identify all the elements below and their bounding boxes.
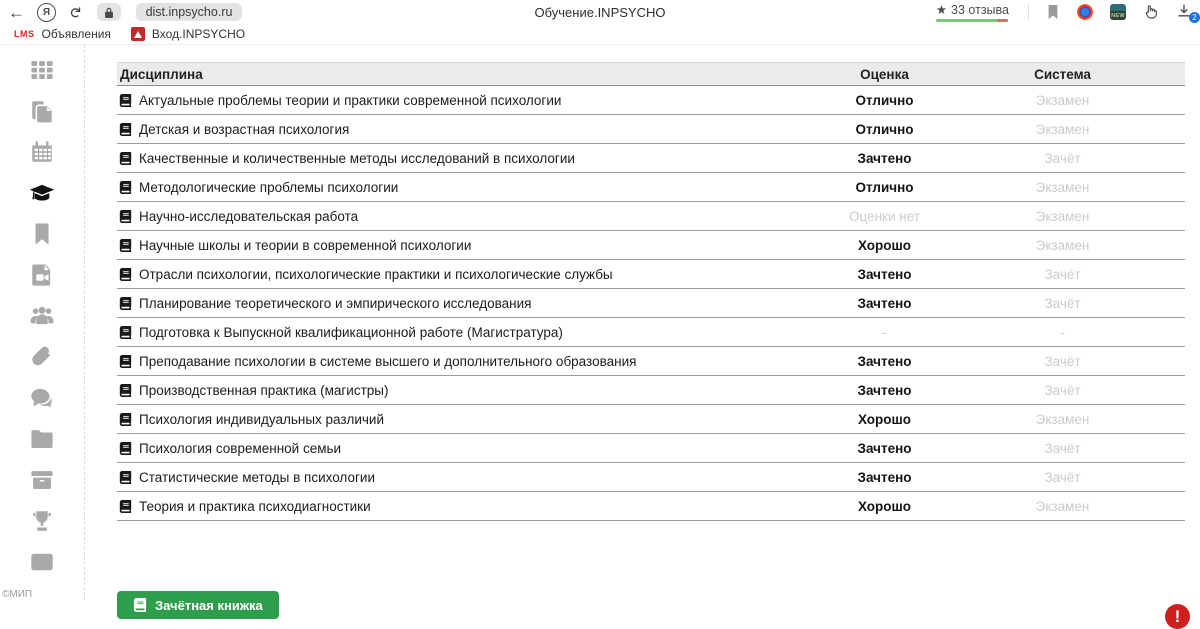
- site-security-button[interactable]: [97, 3, 121, 21]
- book-icon: [119, 442, 132, 455]
- grade-cell: Отлично: [787, 115, 982, 144]
- column-header-grade: Оценка: [787, 63, 982, 86]
- system-cell: Экзамен: [982, 405, 1185, 434]
- bookmark-lms[interactable]: [8, 27, 117, 41]
- discipline-link[interactable]: [117, 354, 787, 369]
- refresh-icon[interactable]: ↻: [65, 5, 83, 19]
- yandex-logo-icon[interactable]: [37, 3, 56, 22]
- toolbar-divider: [1028, 4, 1029, 20]
- system-cell: Экзамен: [982, 231, 1185, 260]
- system-cell: Экзамен: [982, 492, 1185, 521]
- system-cell: Зачёт: [982, 289, 1185, 318]
- table-row: [117, 347, 1185, 376]
- star-icon: ★: [935, 3, 948, 17]
- system-cell: Экзамен: [982, 115, 1185, 144]
- site-reviews-button[interactable]: [936, 2, 1009, 22]
- table-row: [117, 376, 1185, 405]
- bookmark-label: Объявления: [41, 27, 111, 41]
- book-icon: [119, 94, 132, 107]
- discipline-cell: [117, 405, 787, 434]
- mip-favicon: [131, 27, 145, 41]
- grade-cell: Зачтено: [787, 144, 982, 173]
- discipline-name: Научно-исследовательская работа: [139, 208, 359, 224]
- grade-cell: Отлично: [787, 173, 982, 202]
- alert-icon[interactable]: !: [1165, 604, 1190, 629]
- column-header-discipline: Дисциплина: [117, 63, 787, 86]
- downloads-button[interactable]: [1176, 3, 1197, 22]
- table-row: [117, 260, 1185, 289]
- discipline-name: Статистические методы в психологии: [139, 469, 375, 485]
- system-cell: Зачёт: [982, 144, 1185, 173]
- discipline-link[interactable]: [117, 180, 787, 195]
- table-header-row: [117, 63, 1185, 86]
- yandex-logo-letter: Я: [42, 6, 51, 18]
- discipline-link[interactable]: [117, 93, 787, 108]
- grades-table: [117, 62, 1185, 521]
- grade-cell: Зачтено: [787, 347, 982, 376]
- sidebar-item-bookmarks[interactable]: [29, 221, 55, 247]
- table-row: [117, 405, 1185, 434]
- table-row: [117, 463, 1185, 492]
- gradebook-button-label: Зачётная книжка: [155, 597, 263, 613]
- grade-cell: Зачтено: [787, 376, 982, 405]
- sidebar-item-messages[interactable]: [29, 385, 55, 411]
- grades-table-container: [117, 62, 1185, 521]
- discipline-cell: [117, 260, 787, 289]
- sidebar-item-apps-grid[interactable]: [29, 57, 55, 83]
- grade-cell: Зачтено: [787, 260, 982, 289]
- system-cell: Зачёт: [982, 347, 1185, 376]
- grade-cell: Зачтено: [787, 289, 982, 318]
- book-icon: [133, 598, 147, 612]
- discipline-cell: [117, 144, 787, 173]
- bookmarks-bar: [0, 24, 1200, 45]
- discipline-cell: [117, 376, 787, 405]
- grade-cell: -: [787, 318, 982, 347]
- discipline-cell: [117, 202, 787, 231]
- book-icon: [119, 152, 132, 165]
- grade-cell: Хорошо: [787, 231, 982, 260]
- browser-toolbar: [0, 0, 1200, 24]
- sidebar-item-payments[interactable]: [29, 549, 55, 575]
- discipline-link[interactable]: [117, 151, 787, 166]
- discipline-cell: [117, 347, 787, 376]
- system-cell: Зачёт: [982, 260, 1185, 289]
- reviews-count: 33 отзыва: [951, 2, 1009, 17]
- grade-cell: Хорошо: [787, 405, 982, 434]
- discipline-name: Производственная практика (магистры): [139, 382, 389, 398]
- discipline-cell: [117, 289, 787, 318]
- grade-cell: Хорошо: [787, 492, 982, 521]
- gradebook-button[interactable]: [117, 591, 279, 619]
- sidebar-item-media[interactable]: [29, 262, 55, 288]
- discipline-name: Психология индивидуальных различий: [139, 411, 384, 427]
- discipline-link[interactable]: [117, 209, 787, 224]
- grade-cell: Оценки нет: [787, 202, 982, 231]
- book-icon: [119, 471, 132, 484]
- discipline-cell: [117, 86, 787, 115]
- bookmark-flag-icon[interactable]: [1046, 4, 1060, 20]
- sidebar-copyright: ©МИП: [2, 589, 33, 600]
- discipline-name: Актуальные проблемы теории и практики современной психологии: [139, 92, 562, 108]
- book-icon: [119, 384, 132, 397]
- extension-circle-icon[interactable]: [1077, 4, 1093, 20]
- discipline-link[interactable]: [117, 325, 787, 340]
- discipline-link[interactable]: [117, 122, 787, 137]
- book-icon: [119, 268, 132, 281]
- discipline-link[interactable]: [117, 267, 787, 282]
- sidebar: [0, 45, 85, 600]
- book-icon: [119, 210, 132, 223]
- table-row: [117, 492, 1185, 521]
- discipline-link[interactable]: [117, 441, 787, 456]
- table-row: [117, 86, 1185, 115]
- book-icon: [119, 123, 132, 136]
- discipline-name: Психология современной семьи: [139, 440, 342, 456]
- table-row: [117, 289, 1185, 318]
- book-icon: [119, 297, 132, 310]
- lock-icon: [104, 7, 114, 18]
- sidebar-item-courses[interactable]: [29, 180, 55, 206]
- new-badge-label: NEW: [1111, 13, 1125, 19]
- download-count-badge: 2: [1189, 12, 1200, 23]
- sidebar-item-calendar[interactable]: [29, 139, 55, 165]
- discipline-name: Научные школы и теории в современной психологии: [139, 237, 472, 253]
- main-area: [0, 45, 1200, 626]
- discipline-name: Подготовка к Выпускной квалификационной работе (Магистратура): [139, 324, 563, 340]
- system-cell: Экзамен: [982, 173, 1185, 202]
- discipline-name: Качественные и количественные методы исследований в психологии: [139, 150, 575, 166]
- table-row: [117, 144, 1185, 173]
- discipline-cell: [117, 231, 787, 260]
- table-row: [117, 115, 1185, 144]
- system-cell: Зачёт: [982, 434, 1185, 463]
- discipline-cell: [117, 434, 787, 463]
- system-cell: -: [982, 318, 1185, 347]
- grade-cell: Отлично: [787, 86, 982, 115]
- discipline-name: Преподавание психологии в системе высшего и дополнительного образования: [139, 353, 637, 369]
- discipline-cell: [117, 173, 787, 202]
- book-icon: [119, 326, 132, 339]
- reviews-rating-bar: [936, 19, 1008, 22]
- discipline-link[interactable]: [117, 296, 787, 311]
- system-cell: Экзамен: [982, 86, 1185, 115]
- table-row: [117, 202, 1185, 231]
- discipline-link[interactable]: [117, 412, 787, 427]
- book-icon: [119, 181, 132, 194]
- grade-cell: Зачтено: [787, 434, 982, 463]
- discipline-link[interactable]: [117, 238, 787, 253]
- book-icon: [119, 413, 132, 426]
- sidebar-item-awards[interactable]: [29, 508, 55, 534]
- discipline-cell: [117, 463, 787, 492]
- discipline-cell: [117, 492, 787, 521]
- discipline-link[interactable]: [117, 383, 787, 398]
- hand-icon[interactable]: [1143, 4, 1159, 20]
- discipline-name: Методологические проблемы психологии: [139, 179, 399, 195]
- discipline-cell: [117, 115, 787, 144]
- system-cell: Экзамен: [982, 202, 1185, 231]
- discipline-name: Отрасли психологии, психологические практики и психологические службы: [139, 266, 613, 282]
- book-icon: [119, 500, 132, 513]
- discipline-name: Планирование теоретического и эмпирического исследования: [139, 295, 532, 311]
- back-icon[interactable]: ←: [8, 2, 25, 22]
- bookmark-inpsycho[interactable]: [125, 27, 251, 41]
- grade-cell: Зачтено: [787, 463, 982, 492]
- table-row: [117, 318, 1185, 347]
- sidebar-item-files[interactable]: [29, 426, 55, 452]
- column-header-system: Система: [982, 63, 1185, 86]
- book-icon: [119, 355, 132, 368]
- address-bar[interactable]: dist.inpsycho.ru: [136, 3, 243, 21]
- table-row: [117, 434, 1185, 463]
- sidebar-item-archive[interactable]: [29, 467, 55, 493]
- lms-favicon: LMS: [14, 29, 35, 39]
- table-row: [117, 173, 1185, 202]
- book-icon: [119, 239, 132, 252]
- discipline-name: Теория и практика психодиагностики: [139, 498, 371, 514]
- tab-title: Обучение.INPSYCHO: [534, 4, 666, 20]
- discipline-name: Детская и возрастная психология: [139, 121, 350, 137]
- sidebar-item-materials[interactable]: [29, 98, 55, 124]
- discipline-link[interactable]: [117, 470, 787, 485]
- new-extension-icon[interactable]: [1110, 4, 1126, 20]
- bookmark-label: Вход.INPSYCHO: [151, 27, 246, 41]
- system-cell: Зачёт: [982, 463, 1185, 492]
- system-cell: Зачёт: [982, 376, 1185, 405]
- sidebar-item-users[interactable]: [29, 303, 55, 329]
- sidebar-item-attachments[interactable]: [29, 344, 55, 370]
- discipline-link[interactable]: [117, 499, 787, 514]
- discipline-cell: [117, 318, 787, 347]
- table-row: [117, 231, 1185, 260]
